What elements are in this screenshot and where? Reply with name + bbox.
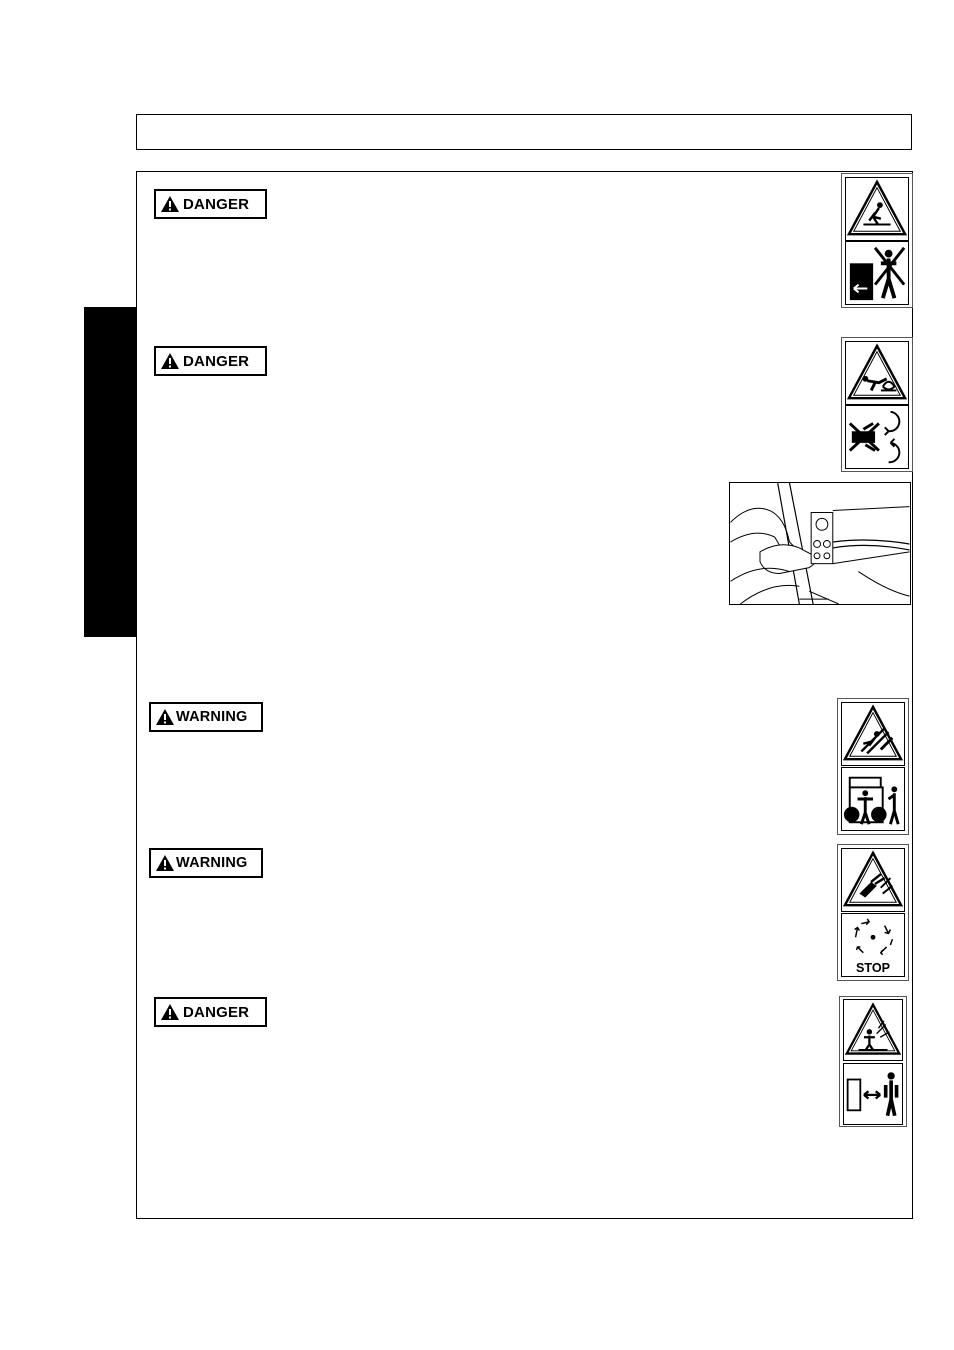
cutting-hazard-icon — [841, 848, 905, 912]
safety-decal-5 — [839, 996, 907, 1127]
danger-signal-3 — [154, 997, 267, 1027]
danger-signal-1 — [154, 189, 267, 219]
stay-clear-between-tractor-icon — [841, 767, 905, 831]
safety-decal-1: ... — [841, 173, 913, 308]
safety-decal-3: ... — [837, 698, 909, 835]
signal-word: WARNING — [176, 855, 248, 871]
warning-signal-1 — [149, 702, 263, 732]
alert-triangle-icon — [160, 195, 180, 213]
keep-distance-icon — [843, 1063, 903, 1125]
section-header-box — [136, 114, 912, 150]
entanglement-hazard-icon — [845, 341, 909, 405]
danger-signal-2 — [154, 346, 267, 376]
signal-word: DANGER — [183, 195, 250, 213]
safety-content-box — [136, 171, 913, 1219]
safety-decal-4: STOP ... — [837, 844, 909, 981]
alert-triangle-icon — [155, 708, 175, 726]
safety-decal-2: ... — [841, 337, 913, 472]
stop-label: STOP — [855, 961, 891, 976]
warning-signal-2 — [149, 848, 263, 878]
thrown-object-hazard-icon — [843, 999, 903, 1061]
stop-rotation-icon — [841, 913, 905, 977]
alert-triangle-icon — [160, 1003, 180, 1021]
keep-hands-away-rotating-icon — [845, 405, 909, 469]
no-riding-icon — [845, 241, 909, 305]
section-side-tab — [84, 307, 136, 637]
crush-hazard-icon — [841, 702, 905, 766]
signal-word: DANGER — [183, 352, 250, 370]
alert-triangle-icon — [155, 854, 175, 872]
signal-word: WARNING — [176, 709, 248, 725]
hydraulic-hose-illustration — [729, 482, 911, 605]
fall-hazard-icon — [845, 177, 909, 241]
alert-triangle-icon — [160, 352, 180, 370]
signal-word: DANGER — [183, 1003, 250, 1021]
